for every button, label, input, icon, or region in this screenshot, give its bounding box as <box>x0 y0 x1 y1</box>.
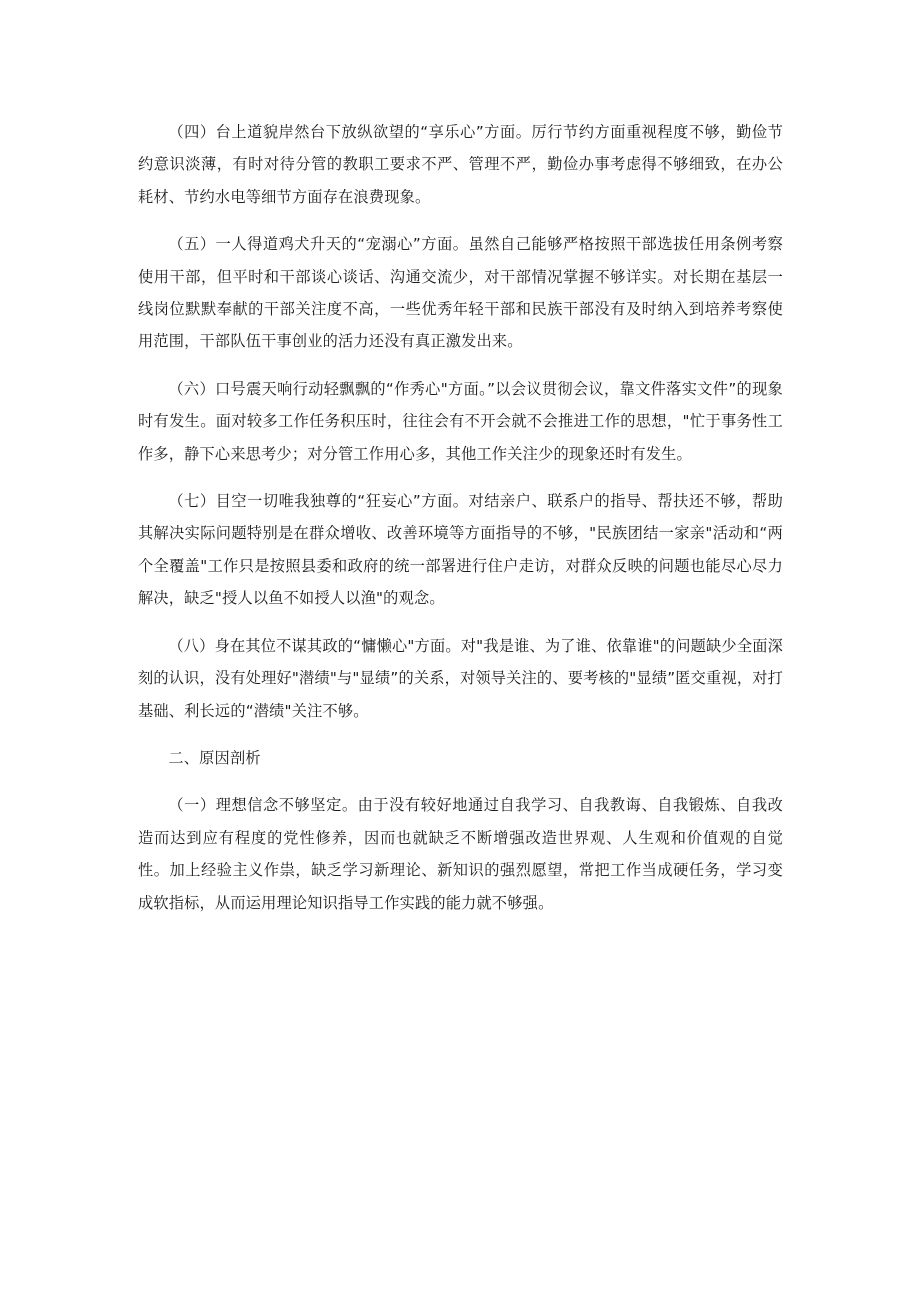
document-body <box>138 116 783 934</box>
paragraph-seven-arrogance: （七）目空一切唯我独尊的“狂妄心”方面。对结亲户、联系户的指导、帮扶还不够，帮助其解决实际问题特别是在群众增收、改善环境等方面指导的不够，"民族团结一家亲"活动和“两个全覆盖"工作只是按照县委和政府的统一部署进行住户走访，对群众反映的问题也能尽心尽力解决，缺乏"授人以鱼不如授人以渔"的观念。 <box>138 492 783 608</box>
paragraph-one-ideals: （一）理想信念不够坚定。由于没有较好地通过自我学习、自我教诲、自我锻炼、自我改造而达到应有程度的党性修养，因而也就缺乏不断增强改造世界观、人生观和价值观的自觉性。加上经验主义作祟，缺乏学习新理论、新知识的强烈愿望，常把工作当成硬任务，学习变成软指标，从而运用理论知识指导工作实践的能力就不够强。 <box>138 796 783 912</box>
paragraph-five-favoritism: （五）一人得道鸡犬升天的“宠溺心”方面。虽然自己能够严格按照干部选拔任用条例考察使用干部，但平时和干部谈心谈话、沟通交流少，对干部情况掌握不够详实。对长期在基层一线岗位默默奉献的干部关注度不高，一些优秀年轻干部和民族干部没有及时纳入到培养考察使用范围，干部队伍干事创业的活力还没有真正激发出来。 <box>138 235 783 351</box>
paragraph-four-hedonism: （四）台上道貌岸然台下放纵欲望的“享乐心”方面。厉行节约方面重视程度不够，勤俭节约意识淡薄，有时对待分管的教职工要求不严、管理不严，勤俭办事考虑得不够细致，在办公耗材、节约水电等细节方面存在浪费现象。 <box>138 123 783 206</box>
section-heading-cause-analysis: 二、原因剖析 <box>168 748 261 767</box>
paragraph-six-showmanship: （六）口号震天响行动轻飘飘的“作秀心"方面。”以会议贯彻会议，靠文件落实文件”的现象时有发生。面对较多工作任务积压时，往往会有不开会就不会推进工作的思想，"忙于事务性工作多，静下心来思考少；对分管工作用心多，其他工作关注少的现象还时有发生。 <box>138 379 783 463</box>
paragraph-eight-laziness: （八）身在其位不谋其政的“慵懒心"方面。对"我是谁、为了谁、依靠谁"的问题缺少全面深刻的认识，没有处理好"潜绩"与"显绩”的关系，对领导关注的、要考核的"显绩”匿交重视，对打基础、利长远的“潜绩"关注不够。 <box>138 636 783 720</box>
